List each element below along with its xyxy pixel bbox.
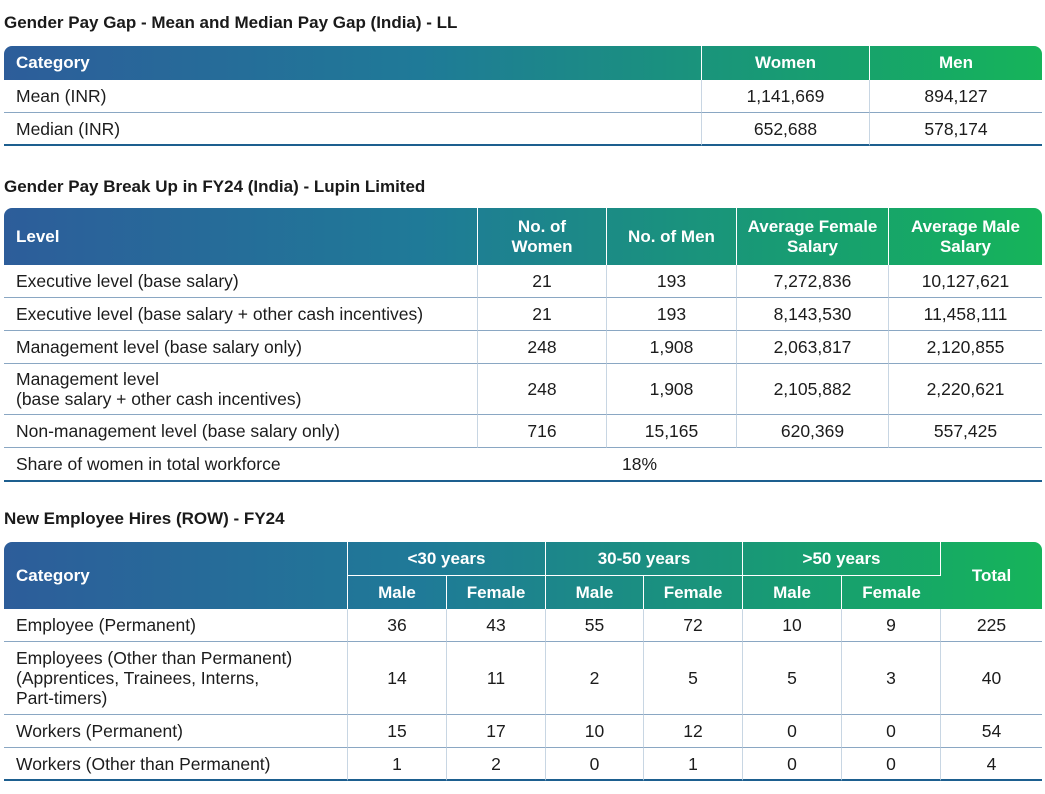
cell: 193	[607, 298, 737, 331]
cell: 0	[842, 715, 941, 748]
col-header-avg-male-salary: Average Male Salary	[911, 216, 1020, 256]
share-value: 18%	[478, 448, 1042, 482]
table-row	[4, 298, 1042, 331]
cell: 8,143,530	[737, 298, 889, 331]
cell: 2	[447, 748, 546, 781]
cell: 54	[941, 715, 1042, 748]
table-row	[4, 113, 1042, 146]
cell: 10,127,621	[889, 265, 1042, 298]
col-header-female: Female	[644, 575, 743, 609]
cell: 10	[546, 715, 644, 748]
cell: 2,105,882	[737, 364, 889, 415]
row-label: Employees (Other than Permanent) (Apprentices, Trainees, Interns, Part-timers)	[4, 642, 348, 715]
cell: 1,908	[607, 331, 737, 364]
cell: 40	[941, 642, 1042, 715]
cell: 17	[447, 715, 546, 748]
row-label: Workers (Permanent)	[4, 715, 348, 748]
col-header-avg-female-salary: Average Female Salary	[737, 208, 889, 265]
cell: 716	[478, 415, 607, 448]
new-hires-table	[4, 542, 1042, 781]
row-label: Workers (Other than Permanent)	[4, 748, 348, 781]
cell: 14	[348, 642, 447, 715]
cell: 894,127	[870, 80, 1042, 113]
col-header-category: Category	[4, 46, 702, 80]
table-row	[4, 265, 1042, 298]
cell: 193	[607, 265, 737, 298]
cell: 7,272,836	[737, 265, 889, 298]
cell: 43	[447, 609, 546, 642]
cell: 1	[348, 748, 447, 781]
cell: 5	[743, 642, 842, 715]
col-header-total: Total	[971, 565, 1012, 585]
table-row	[4, 609, 1042, 642]
col-group-30-50: 30-50 years	[546, 542, 743, 575]
row-label: Executive level (base salary)	[4, 265, 478, 298]
row-label: Executive level (base salary + other cash incentives)	[4, 298, 478, 331]
cell: 11	[447, 642, 546, 715]
row-label: Non-management level (base salary only)	[4, 415, 478, 448]
col-header-female: Female	[447, 575, 546, 609]
cell: 1	[644, 748, 743, 781]
table-row	[4, 80, 1042, 113]
section-title-pay-breakup: Gender Pay Break Up in FY24 (India) - Lupin Limited	[4, 177, 426, 196]
table-row	[4, 415, 1042, 448]
col-group-over-50: >50 years	[743, 542, 941, 575]
cell: 72	[644, 609, 743, 642]
table-row	[4, 364, 1042, 415]
col-header-female: Female	[842, 575, 941, 609]
col-header-no-men: No. of Men	[607, 208, 737, 265]
col-header-no-women: No. of Women	[478, 208, 607, 265]
cell: 652,688	[702, 113, 870, 146]
section-title-new-hires: New Employee Hires (ROW) - FY24	[4, 509, 285, 528]
cell: 0	[743, 748, 842, 781]
cell: 9	[842, 609, 941, 642]
cell: 15	[348, 715, 447, 748]
cell: 0	[842, 748, 941, 781]
pay-breakup-table	[4, 208, 1042, 482]
cell: 1,908	[607, 364, 737, 415]
cell: 557,425	[889, 415, 1042, 448]
row-label: Management level (base salary + other cash incentives)	[4, 364, 478, 415]
cell: 620,369	[737, 415, 889, 448]
cell: 225	[941, 609, 1042, 642]
col-header-women: Women	[702, 46, 870, 80]
cell: 21	[478, 298, 607, 331]
cell: 15,165	[607, 415, 737, 448]
table-row	[4, 715, 1042, 748]
cell: 248	[478, 364, 607, 415]
cell: 2,063,817	[737, 331, 889, 364]
cell: 5	[644, 642, 743, 715]
cell: 2,120,855	[889, 331, 1042, 364]
table-row	[4, 748, 1042, 781]
table-row	[4, 642, 1042, 715]
cell: 1,141,669	[702, 80, 870, 113]
cell: 55	[546, 609, 644, 642]
section-title-pay-gap: Gender Pay Gap - Mean and Median Pay Gap (India) - LL	[4, 13, 458, 32]
row-label: Management level (base salary only)	[4, 331, 478, 364]
cell: 4	[941, 748, 1042, 781]
cell: 0	[743, 715, 842, 748]
cell: 10	[743, 609, 842, 642]
cell: 36	[348, 609, 447, 642]
cell: 2	[546, 642, 644, 715]
cell: 0	[546, 748, 644, 781]
row-label: Employee (Permanent)	[4, 609, 348, 642]
col-header-male: Male	[348, 575, 447, 609]
table-row	[4, 331, 1042, 364]
col-header-category: Category	[4, 542, 348, 609]
cell: 3	[842, 642, 941, 715]
cell: 2,220,621	[889, 364, 1042, 415]
col-header-level: Level	[4, 208, 478, 265]
col-header-male: Male	[546, 575, 644, 609]
row-label: Mean (INR)	[4, 80, 702, 113]
cell: 21	[478, 265, 607, 298]
cell: 12	[644, 715, 743, 748]
table-row-share	[4, 448, 1042, 482]
cell: 248	[478, 331, 607, 364]
cell: 11,458,111	[889, 298, 1042, 331]
cell: 578,174	[870, 113, 1042, 146]
col-group-under-30: <30 years	[348, 542, 546, 575]
row-label: Median (INR)	[4, 113, 702, 146]
share-label: Share of women in total workforce	[4, 448, 478, 482]
col-header-men: Men	[939, 53, 973, 72]
col-header-male: Male	[743, 575, 842, 609]
pay-gap-table	[4, 46, 1042, 146]
